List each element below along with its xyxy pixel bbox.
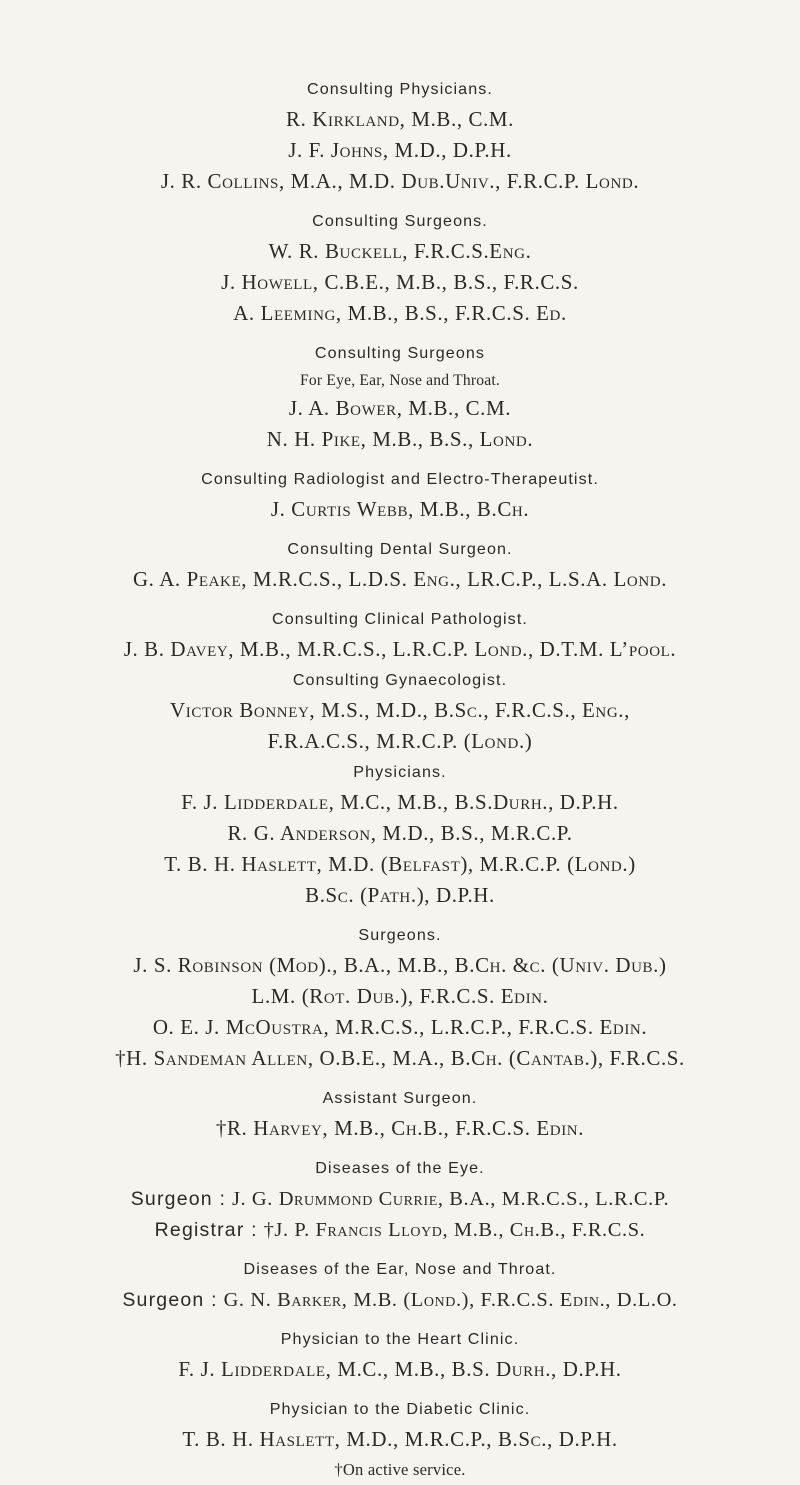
staff-name: J. F. Johns, M.D., D.P.H. [288,138,512,162]
staff-name: J. B. Davey, M.B., M.R.C.S., L.R.C.P. Lond., D.T.M. L’pool. [123,637,677,661]
section-heading: Consulting Radiologist and Electro-Therapeutist. [201,470,599,488]
staff-row [0,1214,800,1245]
section-heading: Diseases of the Ear, Nose and Throat. [243,1260,557,1278]
role-label: Surgeon : [130,1188,227,1210]
staff-name: J. Howell, C.B.E., M.B., B.S., F.R.C.S. [221,270,579,294]
staff-name: R. Kirkland, M.B., C.M. [286,107,514,131]
section-heading: Diseases of the Eye. [315,1159,485,1177]
staff-name: G. A. Peake, M.R.C.S., L.D.S. Eng., LR.C.P., L.S.A. Lond. [132,567,668,591]
section-heading: Consulting Gynaecologist. [292,671,508,689]
staff-name: J. R. Collins, M.A., M.D. Dub.Univ., F.R.C.P. Lond. [160,169,640,193]
staff-name: J. Curtis Webb, M.B., B.Ch. [270,497,530,521]
section-subheading: For Eye, Ear, Nose and Throat. [300,372,500,389]
role-label: Registrar : [154,1219,258,1241]
section-heading: Consulting Physicians. [307,80,493,98]
staff-name: W. R. Buckell, F.R.C.S.Eng. [268,239,532,263]
section-heading: Assistant Surgeon. [322,1089,478,1107]
section-heading: Physician to the Heart Clinic. [280,1330,520,1348]
staff-name: F. J. Lidderdale, M.C., M.B., B.S. Durh., D.P.H. [178,1357,622,1381]
staff-name: †H. Sandeman Allen, O.B.E., M.A., B.Ch. (Cantab.), F.R.C.S. [115,1046,685,1070]
role-label: Surgeon : [122,1289,218,1311]
staff-name: F.R.A.C.S., M.R.C.P. (Lond.) [267,729,533,753]
staff-name: L.M. (Rot. Dub.), F.R.C.S. Edin. [251,984,549,1008]
section-heading: Physician to the Diabetic Clinic. [269,1400,531,1418]
section-heading: Consulting Clinical Pathologist. [272,610,528,628]
section-heading: Consulting Dental Surgeon. [287,540,513,558]
staff-name: T. B. H. Haslett, M.D. (Belfast), M.R.C.P. (Lond.) [164,852,636,876]
staff-name: †J. P. Francis Lloyd, M.B., Ch.B., F.R.C.S. [263,1219,646,1241]
section-heading: Consulting Surgeons. [312,212,488,230]
staff-name: J. A. Bower, M.B., C.M. [288,396,512,420]
staff-name: R. G. Anderson, M.D., B.S., M.R.C.P. [227,821,573,845]
section-heading: Surgeons. [358,926,442,944]
staff-name: O. E. J. McOustra, M.R.C.S., L.R.C.P., F.R.C.S. Edin. [152,1015,648,1039]
staff-name: J. S. Robinson (Mod)., B.A., M.B., B.Ch. &c. (Univ. Dub.) [133,953,667,977]
footnote: †On active service. [334,1460,466,1479]
staff-name: A. Leeming, M.B., B.S., F.R.C.S. Ed. [233,301,567,325]
staff-name: G. N. Barker, M.B. (Lond.), F.R.C.S. Edin., D.L.O. [223,1289,678,1311]
section-heading: Physicians. [353,763,447,781]
staff-name: F. J. Lidderdale, M.C., M.B., B.S.Durh., D.P.H. [181,790,619,814]
staff-name: B.Sc. (Path.), D.P.H. [305,883,495,907]
staff-row [0,1284,800,1315]
staff-name: N. H. Pike, M.B., B.S., Lond. [266,427,534,451]
staff-name: J. G. Drummond Currie, B.A., M.R.C.S., L.R.C.P. [231,1188,670,1210]
staff-name: Victor Bonney, M.S., M.D., B.Sc., F.R.C.S., Eng., [170,698,630,722]
staff-name: †R. Harvey, M.B., Ch.B., F.R.C.S. Edin. [215,1116,585,1140]
staff-row [0,1183,800,1214]
staff-name: T. B. H. Haslett, M.D., M.R.C.P., B.Sc., D.P.H. [182,1427,618,1451]
section-heading: Consulting Surgeons [314,344,486,362]
